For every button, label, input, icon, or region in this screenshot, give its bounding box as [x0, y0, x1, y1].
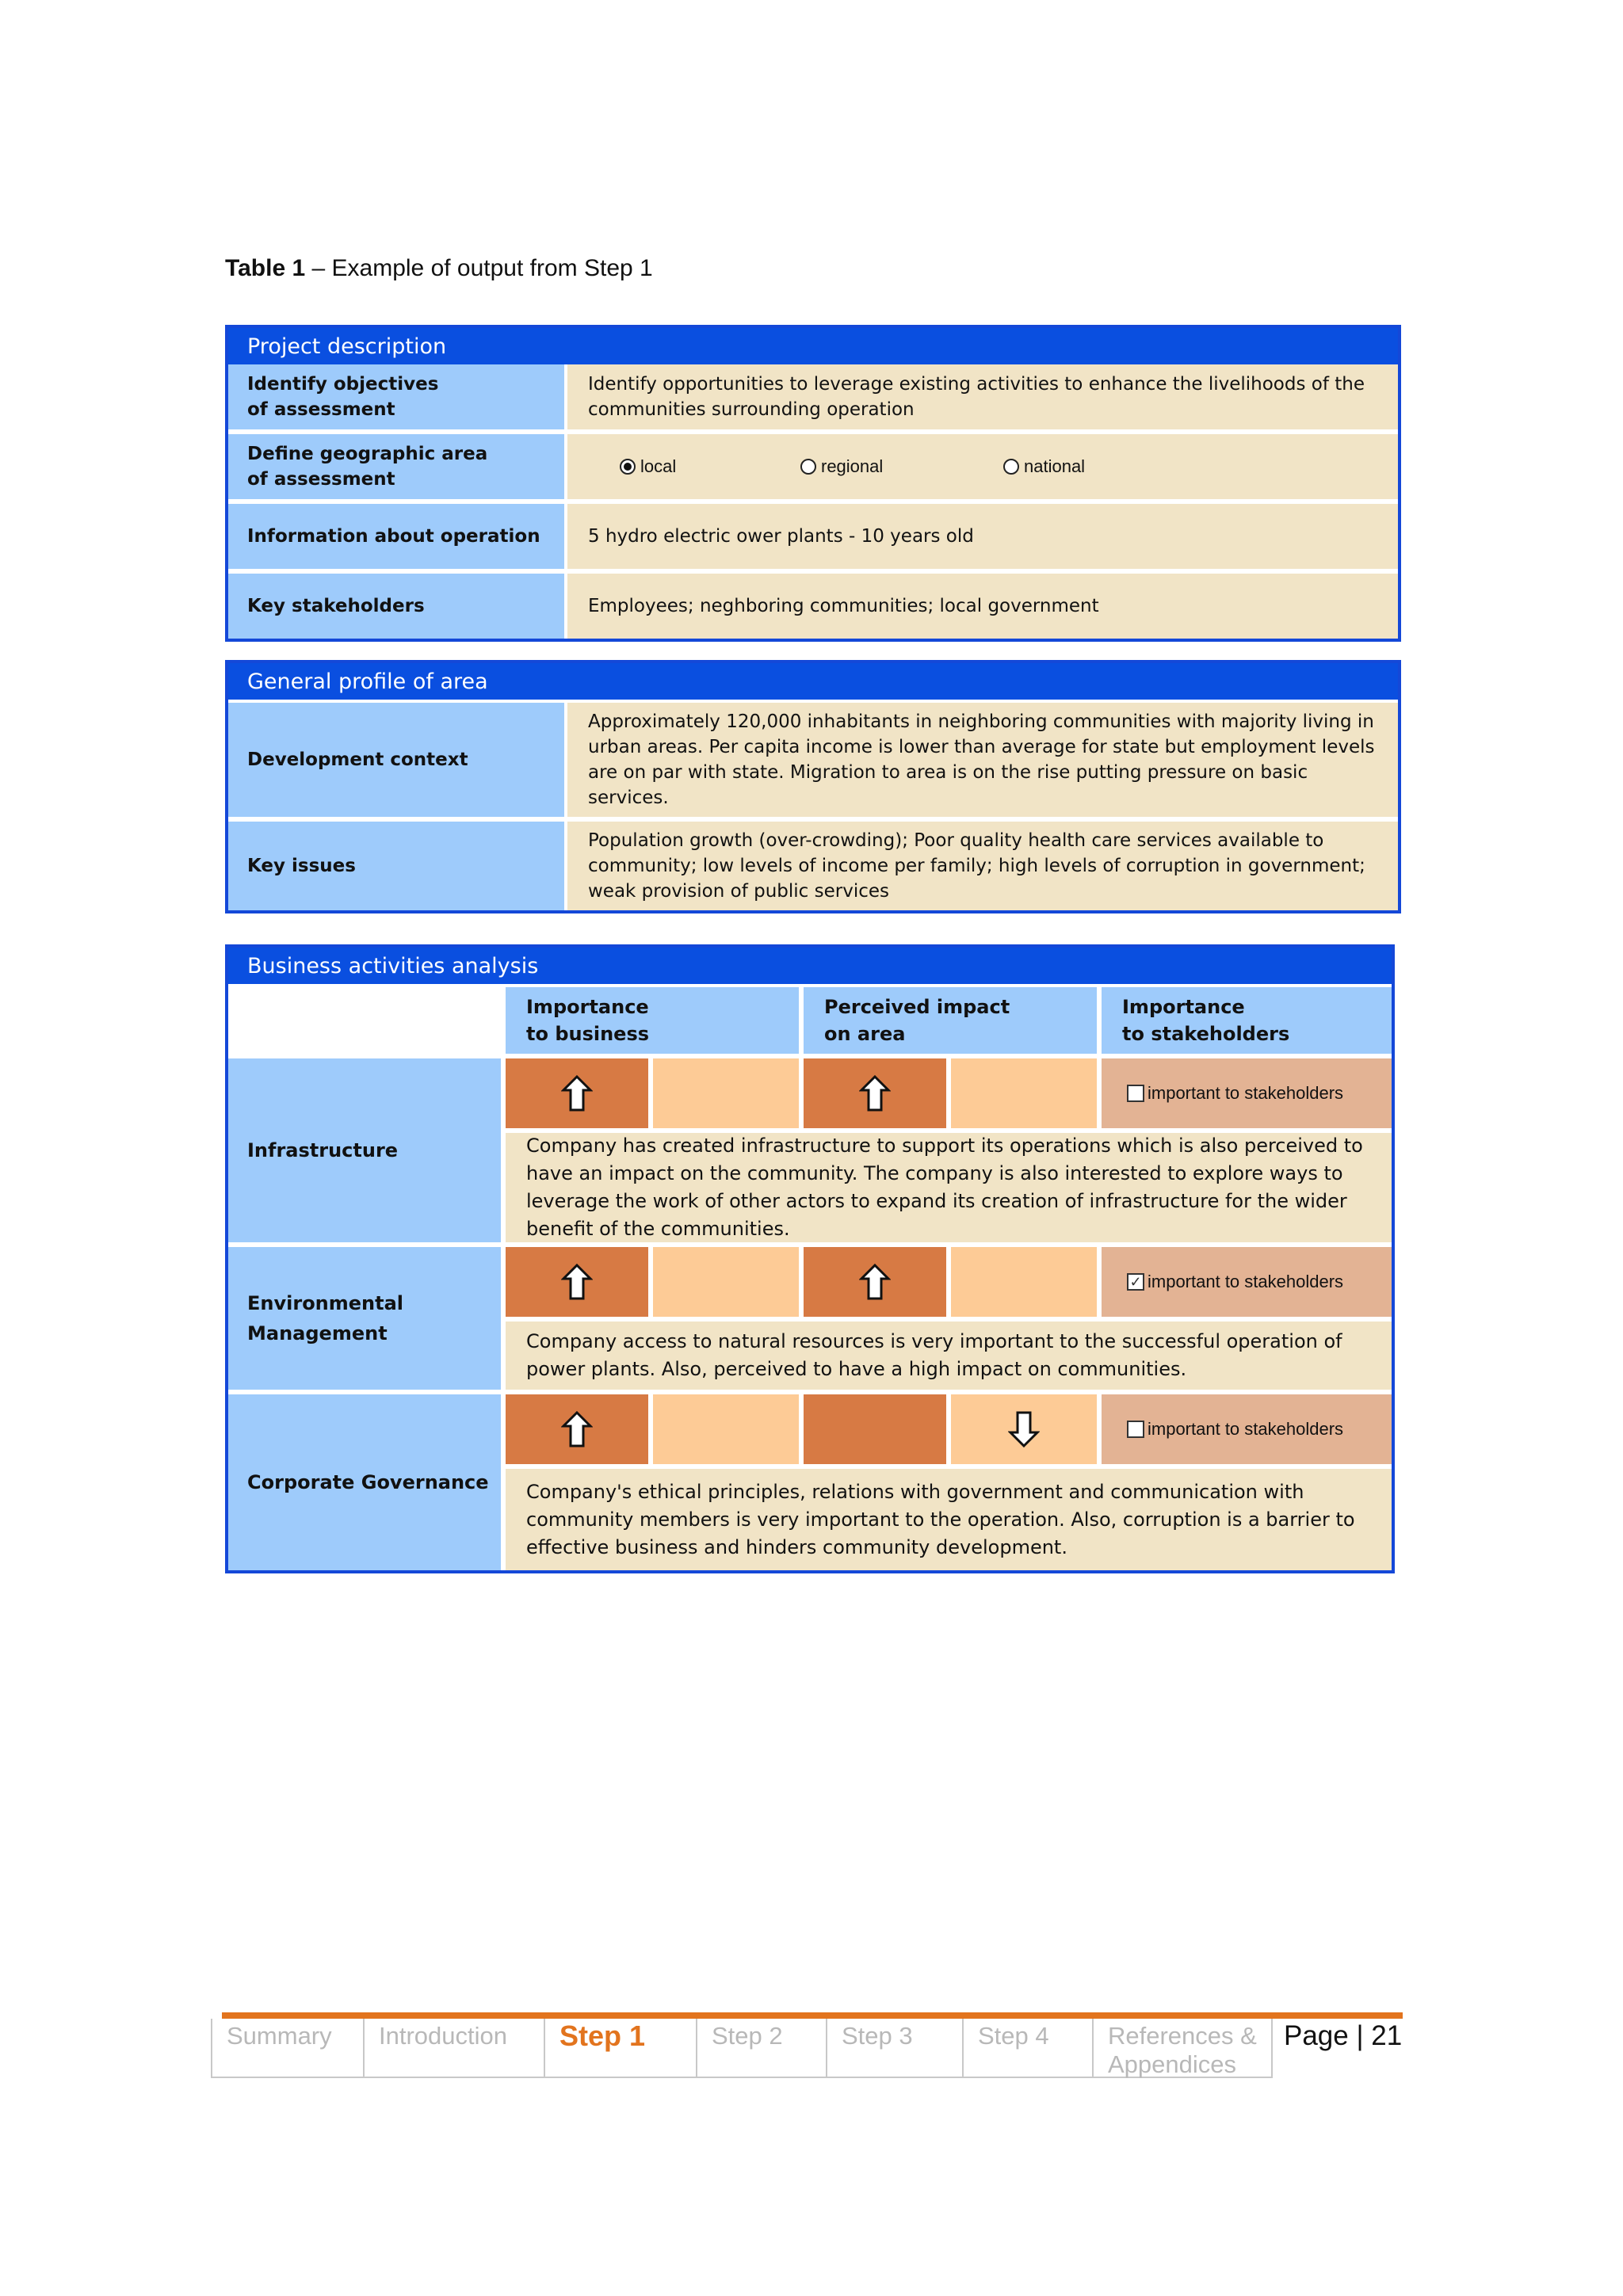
table-caption: Table 1 – Example of output from Step 1 — [225, 255, 653, 281]
row-value-stakeholders: Employees; neghboring communities; local government — [567, 574, 1398, 639]
page-number: Page | 21 — [1284, 2020, 1403, 2051]
arrow-up-icon — [859, 1263, 891, 1301]
radio-dot — [1003, 459, 1019, 475]
row-value-objectives: Identify opportunities to leverage existing activities to enhance the livelihoods of the communities surrounding operation — [567, 364, 1398, 429]
radio-dot — [800, 459, 816, 475]
arrow-up-icon — [561, 1263, 593, 1301]
row-label-stakeholders: Key stakeholders — [228, 574, 564, 639]
header-importance-business: Importance to business — [506, 987, 799, 1054]
radio-regional[interactable]: regional — [800, 454, 883, 479]
perceived-impact-cell — [804, 1247, 946, 1317]
business-importance-cell — [506, 1247, 648, 1317]
footer-tab-introduction[interactable]: Introduction — [363, 2019, 545, 2078]
perceived-impact-cell-empty — [804, 1394, 946, 1464]
row-description-governance: Company's ethical principles, relations with government and communication with community members is very important to the operation. Also, corruption is a barrier to effective business and hinders community development. — [506, 1469, 1392, 1570]
stakeholders-checkbox-cell[interactable]: important to stakeholders — [1102, 1394, 1392, 1464]
arrow-up-icon — [561, 1410, 593, 1448]
radio-national[interactable]: national — [1003, 454, 1085, 479]
project-description-panel — [225, 325, 1401, 642]
row-label-infrastructure: Infrastructure — [228, 1058, 501, 1242]
row-label-governance: Corporate Governance — [228, 1394, 501, 1570]
radio-local[interactable]: local — [620, 454, 676, 479]
perceived-impact-cell — [804, 1058, 946, 1128]
header-perceived-impact: Perceived impact on area — [804, 987, 1097, 1054]
checkbox[interactable] — [1127, 1085, 1144, 1102]
footer-tab-references[interactable]: References & Appendices — [1092, 2019, 1273, 2078]
perceived-impact-cell — [951, 1394, 1097, 1464]
row-label-development: Development context — [228, 703, 564, 817]
business-importance-cell — [506, 1058, 648, 1128]
row-label-objectives: Identify objectives of assessment — [228, 364, 564, 429]
panel-title: Project description — [228, 328, 1398, 364]
stakeholders-checkbox-cell[interactable]: ✓ important to stakeholders — [1102, 1247, 1392, 1317]
perceived-impact-cell-empty — [951, 1247, 1097, 1317]
radio-dot — [620, 459, 636, 475]
row-label-geographic: Define geographic area of assessment — [228, 434, 564, 499]
footer-tab-step-3[interactable]: Step 3 — [826, 2019, 964, 2078]
footer-tab-step-4[interactable]: Step 4 — [962, 2019, 1094, 2078]
business-importance-cell — [506, 1394, 648, 1464]
perceived-impact-cell-empty — [951, 1058, 1097, 1128]
business-importance-cell-empty — [653, 1058, 799, 1128]
geographic-radio-group — [567, 434, 1398, 499]
header-importance-stakeholders: Importance to stakeholders — [1102, 987, 1392, 1054]
panel-title: Business activities analysis — [228, 948, 1392, 984]
row-description-infrastructure: Company has created infrastructure to support its operations which is also perceived to have an impact on the community. The company is also interested to explore ways to leverage the work of other actors to expand its creation of infrastructure for the wider benefit of the communities. — [506, 1133, 1392, 1242]
business-importance-cell-empty — [653, 1247, 799, 1317]
arrow-up-icon — [859, 1074, 891, 1112]
business-importance-cell-empty — [653, 1394, 799, 1464]
footer-tab-step-1[interactable]: Step 1 — [544, 2019, 697, 2078]
row-label-environmental: Environmental Management — [228, 1247, 501, 1390]
footer-tab-summary[interactable]: Summary — [211, 2019, 365, 2078]
row-value-development: Approximately 120,000 inhabitants in neighboring communities with majority living in urban areas. Per capita income is lower than average for state but employment levels are on par with state. Migration to area is on the rise putting pressure on basic services. — [567, 703, 1398, 817]
stakeholders-checkbox-cell[interactable]: important to stakeholders — [1102, 1058, 1392, 1128]
arrow-down-icon — [1008, 1410, 1040, 1448]
arrow-up-icon — [561, 1074, 593, 1112]
checkbox[interactable] — [1127, 1421, 1144, 1438]
panel-title: General profile of area — [228, 663, 1398, 700]
checkbox-checked[interactable]: ✓ — [1127, 1273, 1144, 1291]
business-activities-panel — [225, 944, 1395, 1573]
row-label-operation: Information about operation — [228, 504, 564, 569]
footer-tab-step-2[interactable]: Step 2 — [696, 2019, 827, 2078]
row-value-operation: 5 hydro electric ower plants - 10 years old — [567, 504, 1398, 569]
footer-divider — [222, 2012, 1403, 2019]
row-description-environmental: Company access to natural resources is very important to the successful operation of power plants. Also, perceived to have a high impact on communities. — [506, 1322, 1392, 1390]
general-profile-panel — [225, 660, 1401, 913]
row-value-key-issues: Population growth (over-crowding); Poor quality health care services available to community; low levels of income per family; high levels of corruption in government; weak provision of public services — [567, 822, 1398, 910]
row-label-key-issues: Key issues — [228, 822, 564, 910]
